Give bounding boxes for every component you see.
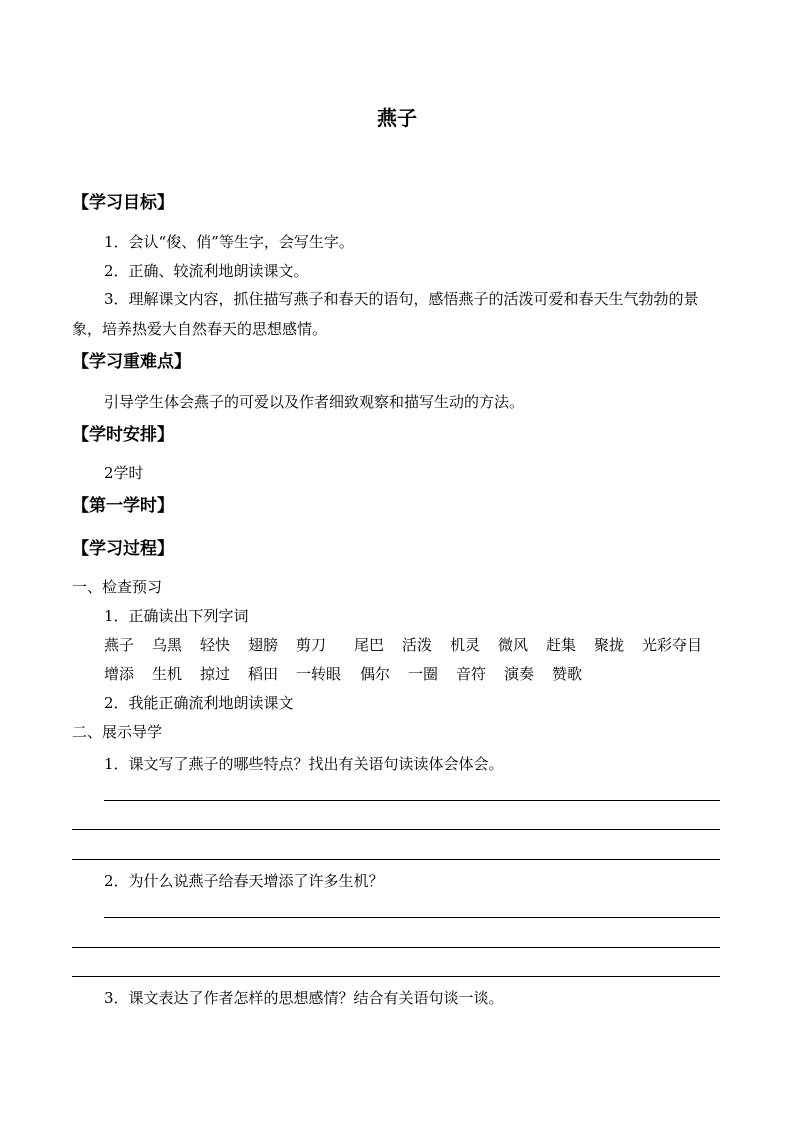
word-item: 增添 bbox=[104, 665, 135, 683]
word-list-row-2 bbox=[104, 663, 600, 685]
schedule-heading: 【学时安排】 bbox=[72, 425, 174, 445]
word-item: 活泼 bbox=[402, 636, 433, 654]
word-item: 一圈 bbox=[408, 665, 439, 683]
first-period-heading: 【第一学时】 bbox=[72, 496, 174, 516]
key-points-text: 引导学生体会燕子的可爱以及作者细致观察和描写生动的方法。 bbox=[104, 393, 525, 411]
section1-item2: 2．我能正确流利地朗读课文 bbox=[104, 694, 294, 712]
process-heading: 【学习过程】 bbox=[72, 539, 174, 559]
word-item: 赞歌 bbox=[552, 665, 583, 683]
answer-line bbox=[104, 800, 720, 801]
word-item: 乌黑 bbox=[152, 636, 183, 654]
answer-line bbox=[104, 917, 720, 918]
question-2: 2．为什么说燕子给春天增添了许多生机？ bbox=[104, 872, 384, 890]
word-item: 生机 bbox=[152, 665, 183, 683]
word-item: 尾巴 bbox=[354, 636, 385, 654]
answer-line bbox=[72, 947, 720, 948]
objectives-heading: 【学习目标】 bbox=[72, 193, 174, 213]
objective-item-1: 1．会认“俊、俏”等生字，会写生字。 bbox=[104, 233, 354, 251]
answer-line bbox=[72, 976, 720, 977]
answer-line bbox=[72, 829, 720, 830]
word-item: 稻田 bbox=[248, 665, 279, 683]
word-item: 聚拢 bbox=[594, 636, 625, 654]
word-item: 微风 bbox=[498, 636, 529, 654]
objective-item-2: 2．正确、较流利地朗读课文。 bbox=[104, 262, 309, 280]
answer-line bbox=[72, 859, 720, 860]
word-item: 一转眼 bbox=[296, 665, 342, 683]
word-item: 燕子 bbox=[104, 636, 135, 654]
word-item: 剪刀 bbox=[296, 636, 327, 654]
objective-item-3: 3．理解课文内容，抓住描写燕子和春天的语句，感悟燕子的活泼可爱和春天生气勃勃的景象，培养热爱大自然春天的思想感情。 bbox=[72, 290, 699, 338]
key-points-heading: 【学习重难点】 bbox=[72, 352, 191, 372]
word-item: 演奏 bbox=[504, 665, 535, 683]
section1-item1: 1．正确读出下列字词 bbox=[104, 607, 249, 625]
section1-title: 一、检查预习 bbox=[72, 578, 163, 596]
page-title: 燕子 bbox=[377, 106, 417, 130]
word-item: 机灵 bbox=[450, 636, 481, 654]
word-item: 赶集 bbox=[546, 636, 577, 654]
word-item: 轻快 bbox=[200, 636, 231, 654]
word-item: 音符 bbox=[456, 665, 487, 683]
word-item: 光彩夺目 bbox=[642, 636, 703, 654]
question-3: 3．课文表达了作者怎样的思想感情？结合有关语句谈一谈。 bbox=[104, 989, 504, 1007]
word-item: 偶尔 bbox=[360, 665, 391, 683]
question-1: 1．课文写了燕子的哪些特点？找出有关语句读读体会体会。 bbox=[104, 755, 504, 773]
word-item: 翅膀 bbox=[248, 636, 279, 654]
word-list-row-1 bbox=[104, 634, 714, 656]
section2-title: 二、展示导学 bbox=[72, 723, 163, 741]
word-item: 掠过 bbox=[200, 665, 231, 683]
schedule-text: 2学时 bbox=[104, 464, 144, 482]
